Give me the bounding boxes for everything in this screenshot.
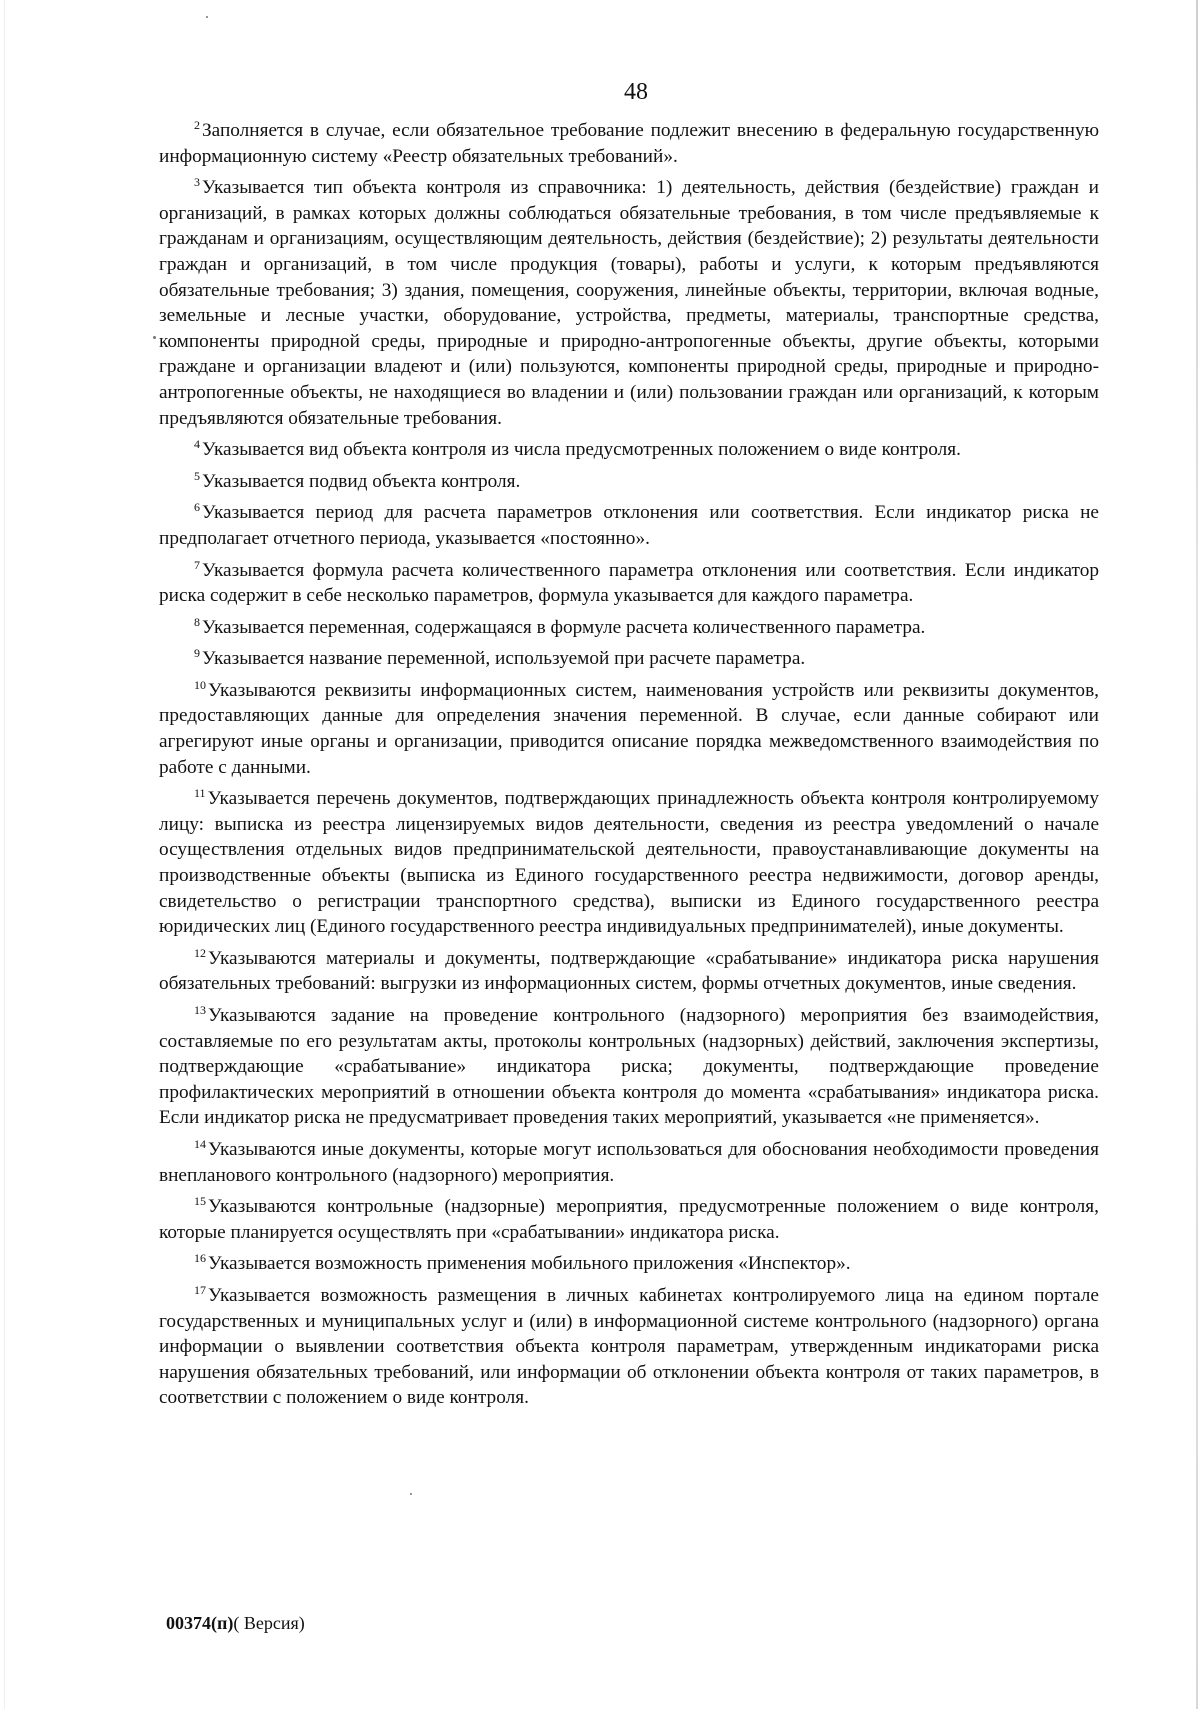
document-code-version: ( Версия) — [233, 1613, 305, 1633]
footnote-text: Указывается вид объекта контроля из числа предусмотренных положением о виде контроля. — [202, 439, 961, 461]
footnote — [159, 1283, 1099, 1411]
footnote-number: 14 — [194, 1136, 206, 1151]
footnote — [159, 1251, 1099, 1277]
footnote-number: 8 — [194, 614, 200, 629]
footnote-text: Указывается возможность размещения в личных кабинетах контролируемого лица на едином портале государственных и муниципальных услуг и (или) в информационной системе контрольного (надзорного) органа информации о выявлении соответствия объекта контроля параметрам, утвержденным индикаторами риска нарушения обязательных требований, или информации об отклонении объекта контроля от таких параметров, в соответствии с положением о виде контроля. — [159, 1284, 1099, 1409]
footnote — [159, 786, 1099, 940]
footnote — [159, 1003, 1099, 1131]
footnote-text: Указывается переменная, содержащаяся в формуле расчета количественного параметра. — [202, 616, 926, 638]
scan-speck — [153, 336, 156, 339]
footnote-number: 13 — [194, 1003, 206, 1017]
footnote — [159, 1137, 1099, 1188]
footnote — [159, 437, 1099, 463]
footnote-number: 5 — [194, 468, 200, 483]
footnote-number: 2 — [194, 118, 200, 132]
footnote-number: 3 — [194, 175, 200, 190]
footnote — [159, 118, 1099, 169]
document-code — [166, 1612, 305, 1634]
scan-speck — [206, 16, 208, 18]
footnote-number: 10 — [194, 677, 206, 692]
scan-edge-right — [1196, 0, 1198, 1709]
footnote-text: Указывается перечень документов, подтверждающих принадлежность объекта контроля контролируемому лицу: выписка из реестра лицензируемых видов деятельности, сведения из реестра уведомлений о начале осуществления отдельных видов предпринимательской деятельности, правоустанавливающие документы на производственные объекты (выписка из Единого государственного реестра недвижимости, договор аренды, свидетельство о регистрации транспортного средства), выписки из Единого государственного реестра юридических лиц (Единого государственного реестра индивидуальных предпринимателей), иные документы. — [159, 788, 1099, 938]
footnote-text: Указываются материалы и документы, подтверждающие «срабатывание» индикатора риска нарушения обязательных требований: выгрузки из информационных систем, формы отчетных документов, иные сведения. — [159, 947, 1099, 995]
footnote-number: 16 — [194, 1251, 206, 1266]
scan-speck — [410, 1493, 412, 1495]
scan-edge-left — [4, 0, 5, 1709]
footnote-number: 4 — [194, 437, 200, 452]
footnote-text: Указываются иные документы, которые могут использоваться для обоснования необходимости проведения внепланового контрольного (надзорного) мероприятия. — [159, 1138, 1099, 1186]
footnote-text: Указываются реквизиты информационных систем, наименования устройств или реквизиты документов, предоставляющих данные для определения значения переменной. В случае, если данные собирают или агрегируют иные органы и организации, приводится описание порядка межведомственного взаимодействия по работе с данными. — [159, 679, 1099, 778]
footnote-text: Указывается тип объекта контроля из справочника: 1) деятельность, действия (бездействие) граждан и организаций, в рамках которых должны соблюдаться обязательные требования, в том числе предъявляемые к гражданам и организациям, осуществляющим деятельность, действия (бездействие); 2) результаты деятельности граждан и организаций, в том числе продукция (товары), работы и услуги, к которым предъявляются обязательные требования; 3) здания, помещения, сооружения, линейные объекты, территории, включая водные, земельные и лесные участки, оборудование, устройства, предметы, материалы, транспортные средства, компоненты природной среды, природные и природно-антропогенные объекты, другие объекты, которыми граждане и организации владеют и (или) пользуются, компоненты природной среды, природные и природно-антропогенные объекты, не находящиеся во владении и (или) пользовании граждан или организаций, к которым предъявляются обязательные требования. — [159, 177, 1099, 429]
footnote — [159, 615, 1099, 641]
footnote-number: 12 — [194, 945, 206, 960]
footnote-text: Заполняется в случае, если обязательное требование подлежит внесению в федеральную государственную информационную систему «Реестр обязательных требований». — [159, 120, 1099, 167]
footnote — [159, 678, 1099, 780]
footnote-text: Указывается название переменной, используемой при расчете параметра. — [202, 648, 806, 670]
footnote-text: Указываются задание на проведение контрольного (надзорного) мероприятия без взаимодействия, составляемые по его результатам акты, протоколы контрольных (надзорных) действий, заключения экспертизы, подтверждающие «срабатывание» индикатора риска; документы, подтверждающие проведение профилактических мероприятий в отношении объекта контроля до момента «срабатывания» индикатора риска. Если индикатор риска не предусматривает проведения таких мероприятий, указывается «не применяется». — [159, 1005, 1099, 1129]
footnote-text: Указывается период для расчета параметров отклонения или соответствия. Если индикатор риска не предполагает отчетного периода, указывается «постоянно». — [159, 502, 1099, 549]
footnote — [159, 1194, 1099, 1245]
footnote-number: 7 — [194, 557, 200, 572]
page-number: 48 — [624, 79, 648, 105]
footnote-text: Указывается формула расчета количественного параметра отклонения или соответствия. Если индикатор риска содержит в себе несколько параметров, формула указывается для каждого параметра. — [159, 559, 1099, 607]
footnote-number: 11 — [194, 786, 206, 801]
footnote — [159, 175, 1099, 431]
footnote — [159, 558, 1099, 609]
footnote — [159, 946, 1099, 997]
footnote-number: 17 — [194, 1282, 206, 1297]
footnote-number: 6 — [194, 500, 200, 515]
document-code-number: 00374(п) — [166, 1613, 234, 1633]
footnote-text: Указывается подвид объекта контроля. — [202, 470, 521, 492]
footnote — [159, 646, 1099, 672]
footnote — [159, 500, 1099, 551]
footnote-text: Указываются контрольные (надзорные) мероприятия, предусмотренные положением о виде контроля, которые планируется осуществлять при «срабатывании» индикатора риска. — [159, 1196, 1099, 1243]
footnote-number: 9 — [194, 646, 200, 661]
footnote — [159, 469, 1099, 495]
footnote-number: 15 — [194, 1194, 206, 1209]
footnote-text: Указывается возможность применения мобильного приложения «Инспектор». — [208, 1253, 851, 1275]
footnotes-block — [159, 118, 1099, 1417]
